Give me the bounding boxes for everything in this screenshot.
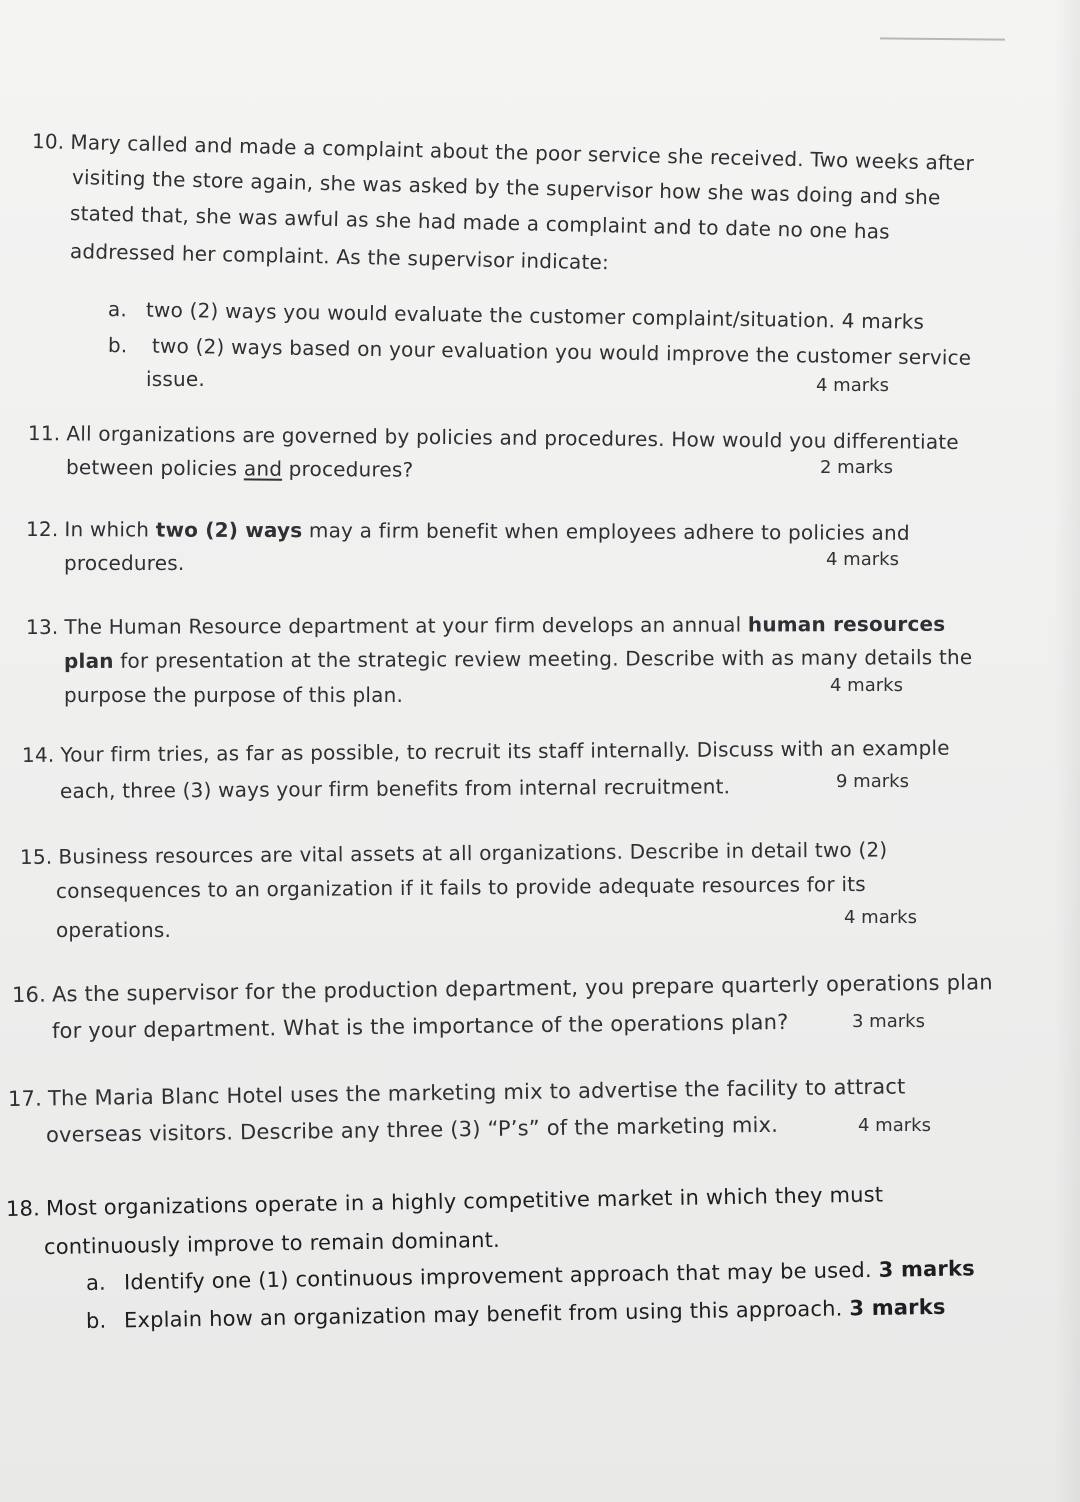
question-number: 15. <box>19 844 53 869</box>
question-number: 10. <box>31 129 65 154</box>
question-number: 12. <box>25 517 59 542</box>
question-18-line-2: continuously improve to remain dominant. <box>43 1227 501 1259</box>
question-11-marks: 2 marks <box>820 457 893 478</box>
question-12-line-1: 12. In which two (2) ways may a firm benefit when employees adhere to policies and <box>25 517 910 545</box>
question-number: 18. <box>5 1196 41 1221</box>
question-16-line-2: for your department. What is the importance of the operations plan? <box>51 1010 789 1043</box>
question-16-marks: 3 marks <box>852 1011 925 1032</box>
question-number: 14. <box>21 742 55 767</box>
header-rule <box>880 37 1005 40</box>
question-15-line-2: consequences to an organization if it fails to provide adequate resources for its <box>55 871 866 903</box>
question-14-line-1: 14. Your firm tries, as far as possible, to recruit its staff internally. Discuss with an example <box>21 735 950 767</box>
question-10-line-2: visiting the store again, she was asked by the supervisor how she was doing and she <box>71 165 941 210</box>
question-18-part-a: a. Identify one (1) continuous improvement approach that may be used. 3 marks <box>85 1256 976 1295</box>
question-number: 17. <box>7 1086 43 1111</box>
question-13-marks: 4 marks <box>830 675 903 696</box>
question-12-marks: 4 marks <box>826 549 899 570</box>
question-17-line-2: overseas visitors. Describe any three (3) “P’s” of the marketing mix. <box>45 1112 779 1147</box>
question-10-line-4: addressed her complaint. As the supervisor indicate: <box>69 239 610 275</box>
question-10-part-a: a. two (2) ways you would evaluate the customer complaint/situation. 4 marks <box>107 297 925 334</box>
question-11-line-1: 11. All organizations are governed by policies and procedures. How would you differentiate <box>27 421 960 454</box>
question-10-part-b-line-2: issue. <box>146 367 205 391</box>
question-15-line-3: operations. <box>56 918 172 942</box>
question-13-line-1: 13. The Human Resource department at your firm develops an annual human resources <box>25 611 946 639</box>
question-16-line-1: 16. As the supervisor for the production department, you prepare quarterly operations plan <box>11 970 993 1007</box>
question-10-part-b-marks: 4 marks <box>816 375 889 396</box>
question-14-marks: 9 marks <box>836 771 909 792</box>
question-13-line-2: plan for presentation at the strategic review meeting. Describe with as many details the <box>63 645 973 673</box>
question-14-line-2: each, three (3) ways your firm benefits from internal recruitment. <box>59 774 731 803</box>
question-15-marks: 4 marks <box>844 907 917 928</box>
question-10-line-3: stated that, she was awful as she had made a complaint and to date no one has <box>69 201 891 244</box>
question-10-part-b: b. two (2) ways based on your evaluation you would improve the customer service <box>107 333 972 370</box>
question-18-line-1: 18. Most organizations operate in a highly competitive market in which they must <box>5 1182 884 1221</box>
question-13-line-3: purpose the purpose of this plan. <box>64 683 404 707</box>
question-number: 13. <box>25 614 59 639</box>
question-number: 11. <box>27 421 61 446</box>
question-12-line-2: procedures. <box>64 551 185 575</box>
question-11-line-2: between policies and procedures? <box>65 455 414 482</box>
question-17-marks: 4 marks <box>858 1115 931 1136</box>
question-15-line-1: 15. Business resources are vital assets at all organizations. Describe in detail two (2) <box>19 837 888 869</box>
question-18-part-b: b. Explain how an organization may benefit from using this approach. 3 marks <box>85 1294 946 1333</box>
question-number: 16. <box>11 982 47 1007</box>
question-10-line-1: 10. Mary called and made a complaint about the poor service she received. Two weeks after <box>31 129 975 176</box>
question-17-line-1: 17. The Maria Blanc Hotel uses the marketing mix to advertise the facility to attract <box>7 1074 906 1111</box>
